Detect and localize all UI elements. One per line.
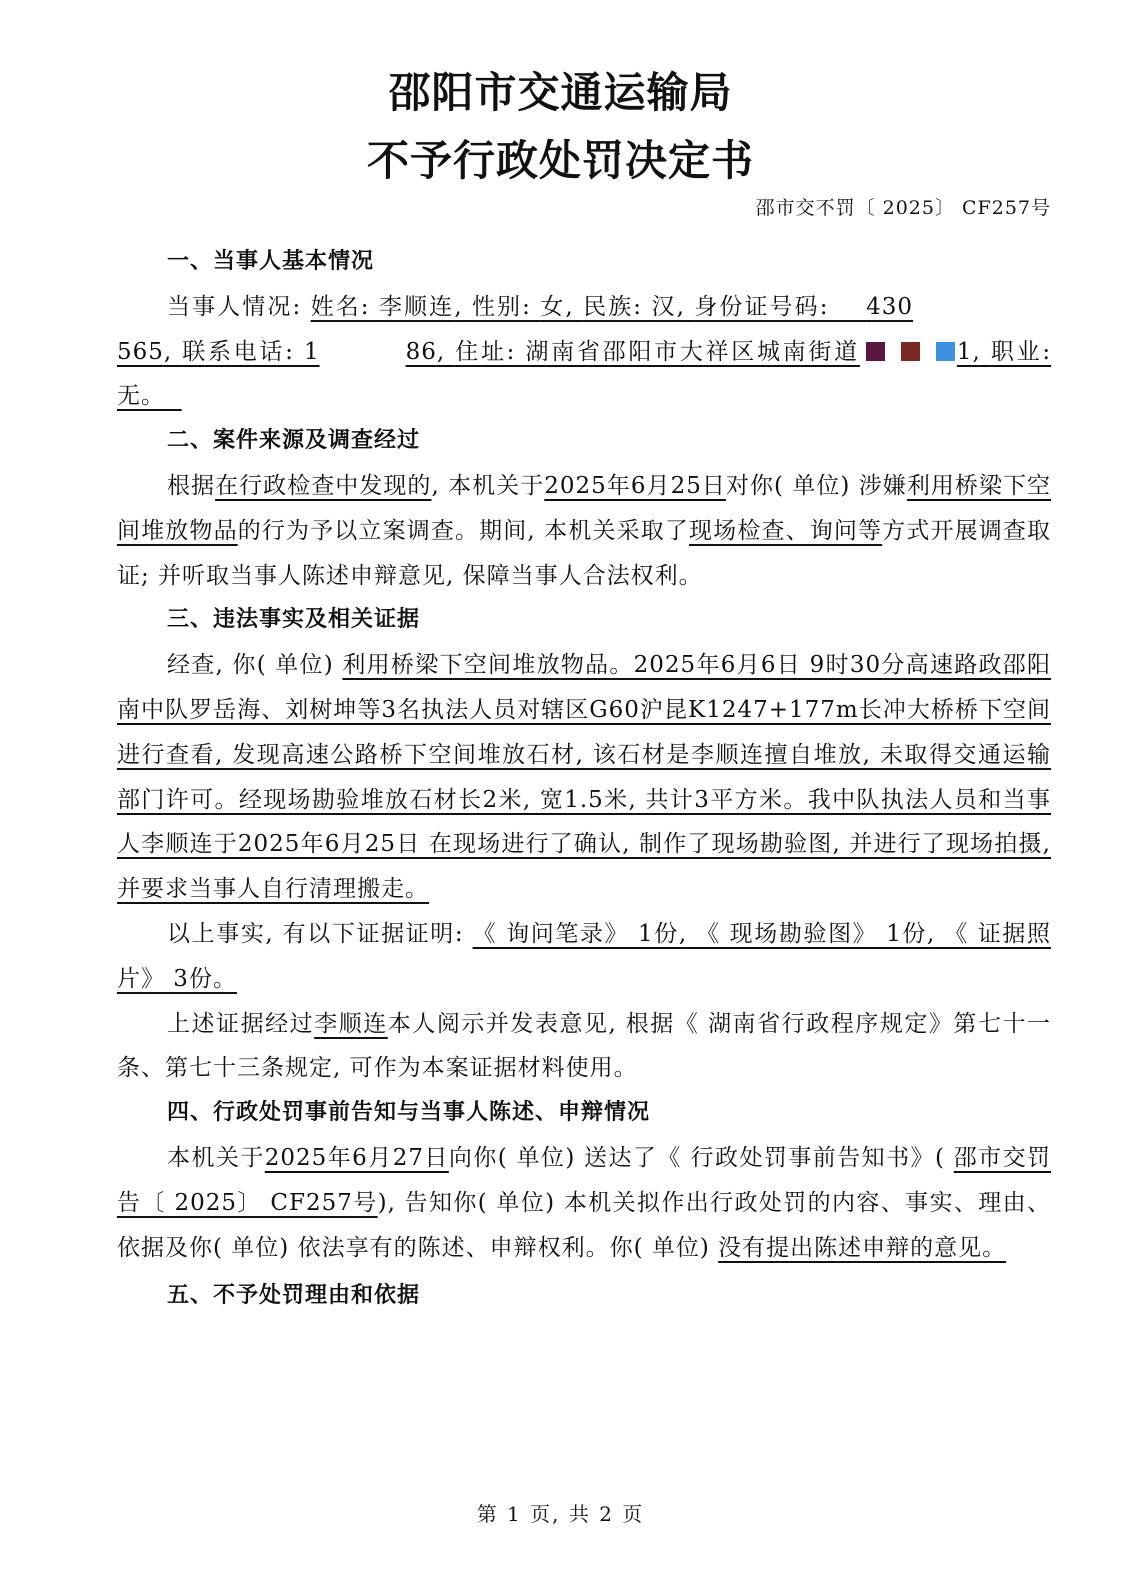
party-info-paragraph bbox=[117, 285, 1051, 419]
evidence-paragraph: 以上事实, 有以下证据证明: 《 询问笔录》 1份, 《 现场勘验图》 1份, 《 证据照片》 3份。 bbox=[117, 920, 1052, 992]
issuing-authority-title: 邵阳市交通运输局 bbox=[388, 68, 733, 117]
case-source: 在行政检查中发现的 bbox=[215, 472, 432, 499]
document-number: 邵市交不罚〔 2025〕 CF257号 bbox=[755, 197, 1051, 219]
document-body bbox=[117, 240, 1051, 1319]
violation-facts: 利用桥梁下空间堆放物品。2025年6月6日 9时30分高速路政邵阳南中队罗岳海、刘树坤等3名执法人员对辖区G60沪昆K1247+177m长冲大桥桥下空间进行查看, 发现高速公路桥下空间堆放石材, 该石材是李顺连擅自堆放, 未取得交通运输部门许可。经现场勘验堆放石材长2米, 宽1.5米, 共计3平方米。我中队执法人员和当事人李顺连于2025年6月25日 在现场进行了确认, 制作了现场勘验图, 并进行了现场拍摄, 并要求当事人自行清理搬走。 bbox=[117, 652, 1052, 903]
notice-document-number: 邵市交罚告〔 2025〕 CF257号 bbox=[117, 1144, 1052, 1216]
redacted-phone-number bbox=[320, 343, 406, 363]
party-name: 李顺连 bbox=[378, 293, 455, 320]
redaction-block-2 bbox=[901, 342, 920, 361]
party-ethnicity: 汉 bbox=[651, 293, 677, 320]
alleged-offense: 利用桥梁下空间堆放物品 bbox=[117, 472, 1052, 544]
redaction-block-3 bbox=[936, 342, 955, 361]
evidence-reviewer: 李顺连 bbox=[314, 1010, 388, 1037]
party-gender: 女 bbox=[540, 293, 566, 320]
evidence-review-paragraph: 上述证据经过李顺连本人阅示并发表意见, 根据《 湖南省行政程序规定》第七十一条、第七十三条规定, 可作为本案证据材料使用。 bbox=[117, 1010, 1052, 1082]
investigation-methods: 现场检查、询问等 bbox=[689, 517, 883, 544]
case-filing-date: 2025年6月25日 bbox=[544, 472, 726, 499]
section-2-heading: 二、案件来源及调查经过 bbox=[167, 428, 421, 454]
prior-notice-paragraph: 本机关于2025年6月27日向你( 单位) 送达了《 行政处罚事前告知书》( 邵市交罚告〔 2025〕 CF257号), 告知你( 单位) 本机关拟作出行政处罚的内容、事实、理由、依据及你( 单位) 依法享有的陈述、申辩权利。你( 单位) 没有提出陈述申辩的意见。 bbox=[117, 1144, 1052, 1261]
party-info-details: 姓名: 李顺连, 性别: 女, 民族: 汉, 身份证号码: 430565, 联系电话: 1 86, 住址: 湖南省邵阳市大祥区城南街道 1, 职业: 无。 bbox=[117, 293, 1052, 410]
party-phone-end: 86 bbox=[405, 338, 437, 365]
notice-date: 2025年6月27日 bbox=[264, 1144, 449, 1171]
party-phone-start: 1 bbox=[303, 338, 320, 365]
page-footer: 第 1 页, 共 2 页 bbox=[476, 1502, 645, 1526]
statement-result: 没有提出陈述申辩的意见。 bbox=[718, 1234, 1007, 1261]
evidence-list: 《 询问笔录》 1份, 《 现场勘验图》 1份, 《 证据照片》 3份。 bbox=[117, 920, 1052, 992]
document-title: 不予行政处罚决定书 bbox=[366, 136, 754, 185]
party-address-end: 1 bbox=[956, 338, 973, 365]
party-address: 湖南省邵阳市大祥区城南街道 bbox=[525, 338, 860, 365]
redacted-id-number bbox=[913, 298, 1051, 318]
section-1-heading: 一、当事人基本情况 bbox=[167, 249, 375, 274]
redaction-block-1 bbox=[866, 342, 885, 361]
party-id-start: 430 bbox=[866, 293, 914, 320]
party-info-label: 当事人情况: bbox=[167, 293, 302, 320]
party-occupation: 无。 bbox=[117, 383, 165, 410]
section-4-heading: 四、行政处罚事前告知与当事人陈述、申辩情况 bbox=[167, 1100, 651, 1126]
section-3-heading: 三、违法事实及相关证据 bbox=[167, 607, 421, 633]
section-5-heading: 五、不予处罚理由和依据 bbox=[167, 1283, 421, 1309]
case-source-paragraph: 根据在行政检查中发现的, 本机关于2025年6月25日对你( 单位) 涉嫌利用桥梁下空间堆放物品的行为予以立案调查。期间, 本机关采取了现场检查、询问等方式开展调查取证; 并听取当事人陈述申辩意见, 保障当事人合法权利。 bbox=[117, 472, 1052, 589]
violation-facts-paragraph: 经查, 你( 单位) 利用桥梁下空间堆放物品。2025年6月6日 9时30分高速路政邵阳南中队罗岳海、刘树坤等3名执法人员对辖区G60沪昆K1247+177m长冲大桥桥下空间进行查看, 发现高速公路桥下空间堆放石材, 该石材是李顺连擅自堆放, 未取得交通运输部门许可。经现场勘验堆放石材长2米, 宽1.5米, 共计3平方米。我中队执法人员和当事人李顺连于2025年6月25日 在现场进行了确认, 制作了现场勘验图, 并进行了现场拍摄, 并要求当事人自行清理搬走。 bbox=[117, 652, 1052, 903]
party-id-end: 565 bbox=[117, 338, 164, 365]
